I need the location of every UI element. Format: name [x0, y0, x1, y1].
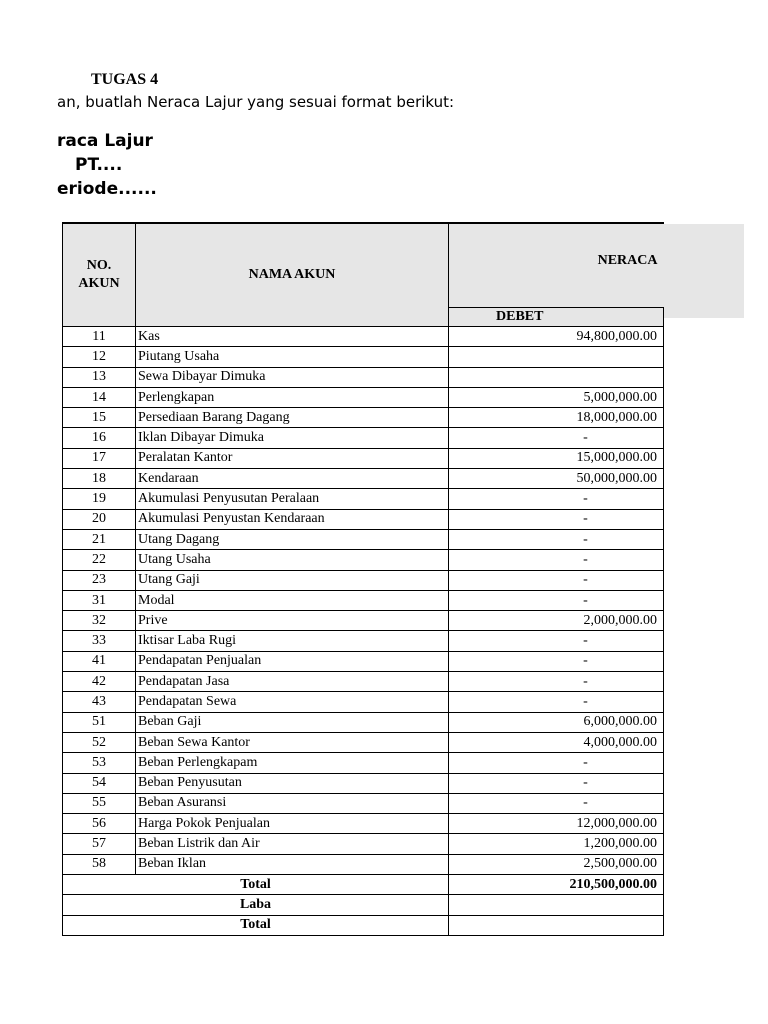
account-rows: [63, 327, 664, 875]
account-number-cell: 55: [63, 793, 136, 813]
doc-title: TUGAS 4: [91, 71, 159, 88]
debet-cell: 2,500,000.00: [449, 854, 664, 874]
debet-cell: 12,000,000.00: [449, 814, 664, 834]
debet-cell: -: [449, 428, 664, 448]
debet-cell: [449, 367, 664, 387]
account-name-cell: Beban Perlengkapam: [136, 753, 449, 773]
table-row: [63, 611, 664, 631]
debet-cell: -: [449, 570, 664, 590]
account-number-cell: 58: [63, 854, 136, 874]
account-name-cell: Utang Usaha: [136, 550, 449, 570]
debet-cell: -: [449, 773, 664, 793]
account-number-cell: 42: [63, 672, 136, 692]
account-number-cell: 41: [63, 651, 136, 671]
account-number-cell: 11: [63, 327, 136, 347]
account-number-cell: 53: [63, 753, 136, 773]
debet-cell: 6,000,000.00: [449, 712, 664, 732]
debet-cell: 15,000,000.00: [449, 448, 664, 468]
debet-cell: -: [449, 509, 664, 529]
table-row: [63, 773, 664, 793]
table-row: [63, 651, 664, 671]
debet-cell: 1,200,000.00: [449, 834, 664, 854]
account-number-cell: 33: [63, 631, 136, 651]
table-row: [63, 692, 664, 712]
footer-row: [63, 875, 664, 895]
account-number-cell: 31: [63, 590, 136, 610]
account-name-cell: Sewa Dibayar Dimuka: [136, 367, 449, 387]
table-row: [63, 834, 664, 854]
account-number-cell: 18: [63, 469, 136, 489]
debet-cell: -: [449, 672, 664, 692]
account-number-cell: 14: [63, 387, 136, 407]
table-row: [63, 590, 664, 610]
footer-label: Total: [63, 915, 449, 935]
table-row: [63, 448, 664, 468]
account-number-cell: 51: [63, 712, 136, 732]
account-name-cell: Pendapatan Sewa: [136, 692, 449, 712]
account-number-cell: 21: [63, 529, 136, 549]
account-name-cell: Pendapatan Jasa: [136, 672, 449, 692]
table-row: [63, 672, 664, 692]
debet-cell: -: [449, 651, 664, 671]
worksheet-heading-line-2: PT....: [75, 155, 123, 175]
debet-cell: -: [449, 590, 664, 610]
account-name-cell: Beban Sewa Kantor: [136, 732, 449, 752]
account-name-cell: Prive: [136, 611, 449, 631]
account-name-cell: Kendaraan: [136, 469, 449, 489]
account-name-cell: Utang Gaji: [136, 570, 449, 590]
footer-label: Total: [63, 875, 449, 895]
account-number-cell: 12: [63, 347, 136, 367]
table-row: [63, 387, 664, 407]
instruction-text: an, buatlah Neraca Lajur yang sesuai format berikut:: [57, 93, 455, 111]
footer-debet-cell: 210,500,000.00: [449, 875, 664, 895]
account-name-cell: Beban Penyusutan: [136, 773, 449, 793]
debet-cell: -: [449, 489, 664, 509]
account-name-cell: Perlengkapan: [136, 387, 449, 407]
account-number-cell: 20: [63, 509, 136, 529]
account-name-cell: Iktisar Laba Rugi: [136, 631, 449, 651]
account-number-cell: 13: [63, 367, 136, 387]
account-number-cell: 54: [63, 773, 136, 793]
account-name-cell: Modal: [136, 590, 449, 610]
debet-cell: -: [449, 692, 664, 712]
table-row: [63, 712, 664, 732]
worksheet-heading-line-3: eriode......: [57, 179, 157, 199]
account-number-cell: 16: [63, 428, 136, 448]
debet-cell: [449, 347, 664, 367]
account-name-cell: Persediaan Barang Dagang: [136, 408, 449, 428]
table-row: [63, 550, 664, 570]
table-row: [63, 327, 664, 347]
account-name-cell: Beban Gaji: [136, 712, 449, 732]
table-footer: [63, 875, 664, 936]
table-row: [63, 509, 664, 529]
footer-label: Laba: [63, 895, 449, 915]
table-row: [63, 793, 664, 813]
account-number-cell: 57: [63, 834, 136, 854]
table-row: [63, 732, 664, 752]
debet-cell: 5,000,000.00: [449, 387, 664, 407]
debet-cell: 94,800,000.00: [449, 327, 664, 347]
account-name-cell: Beban Asuransi: [136, 793, 449, 813]
table-row: [63, 428, 664, 448]
debet-cell: -: [449, 550, 664, 570]
debet-cell: -: [449, 529, 664, 549]
account-number-cell: 52: [63, 732, 136, 752]
header-nama-akun: NAMA AKUN: [136, 223, 449, 327]
account-number-cell: 17: [63, 448, 136, 468]
account-name-cell: Iklan Dibayar Dimuka: [136, 428, 449, 448]
footer-debet-cell: [449, 915, 664, 935]
table-row: [63, 753, 664, 773]
debet-cell: 50,000,000.00: [449, 469, 664, 489]
table-row: [63, 347, 664, 367]
account-name-cell: Kas: [136, 327, 449, 347]
table-row: [63, 469, 664, 489]
header-no-akun: NO. AKUN: [63, 223, 136, 327]
debet-cell: 2,000,000.00: [449, 611, 664, 631]
account-name-cell: Akumulasi Penyusutan Peralaan: [136, 489, 449, 509]
table-row: [63, 631, 664, 651]
account-name-cell: Akumulasi Penyustan Kendaraan: [136, 509, 449, 529]
account-name-cell: Utang Dagang: [136, 529, 449, 549]
worksheet-heading-line-1: raca Lajur: [57, 131, 153, 151]
account-number-cell: 19: [63, 489, 136, 509]
account-number-cell: 32: [63, 611, 136, 631]
table-row: [63, 367, 664, 387]
table-row: [63, 854, 664, 874]
account-number-cell: 56: [63, 814, 136, 834]
account-name-cell: Peralatan Kantor: [136, 448, 449, 468]
account-name-cell: Beban Listrik dan Air: [136, 834, 449, 854]
account-number-cell: 43: [63, 692, 136, 712]
account-number-cell: 15: [63, 408, 136, 428]
account-name-cell: Beban Iklan: [136, 854, 449, 874]
debet-cell: -: [449, 631, 664, 651]
debet-cell: -: [449, 793, 664, 813]
table-row: [63, 489, 664, 509]
account-name-cell: Pendapatan Penjualan: [136, 651, 449, 671]
account-name-cell: Harga Pokok Penjualan: [136, 814, 449, 834]
footer-row: [63, 915, 664, 935]
debet-cell: 18,000,000.00: [449, 408, 664, 428]
table-row: [63, 814, 664, 834]
debet-cell: 4,000,000.00: [449, 732, 664, 752]
account-name-cell: Piutang Usaha: [136, 347, 449, 367]
account-number-cell: 23: [63, 570, 136, 590]
header-debet: DEBET: [449, 308, 664, 327]
worksheet-table: [62, 222, 664, 936]
footer-debet-cell: [449, 895, 664, 915]
debet-cell: -: [449, 753, 664, 773]
header-neraca: NERACA: [449, 223, 664, 308]
account-number-cell: 22: [63, 550, 136, 570]
table-row: [63, 570, 664, 590]
table-row: [63, 529, 664, 549]
table-row: [63, 408, 664, 428]
footer-row: [63, 895, 664, 915]
